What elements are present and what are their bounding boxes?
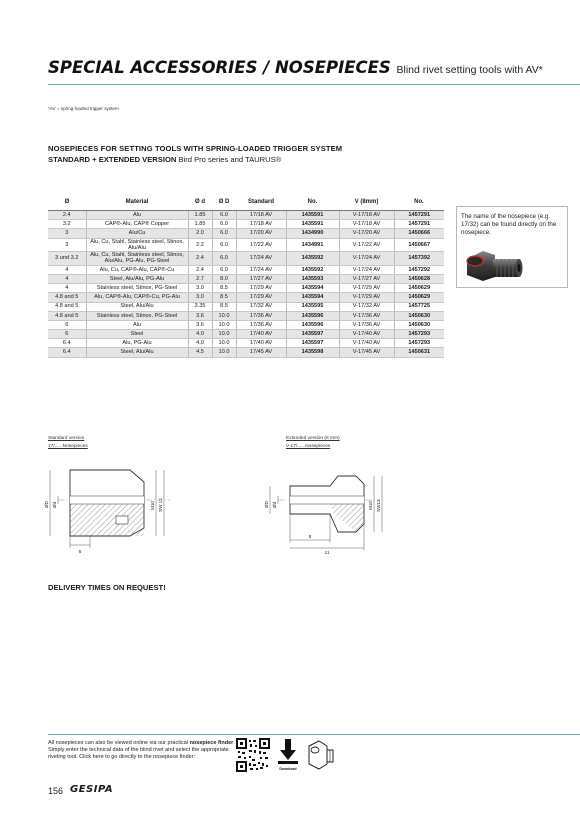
ext-dim-11: 11 [324,550,330,555]
table-body [48,211,444,358]
table-cell: 1435596 [286,320,339,329]
table-cell: 17/36 AV [236,311,286,320]
download-label: Download [279,767,297,771]
header-D: Ø D [212,193,236,211]
bottom-divider [48,734,580,735]
table-row [48,284,444,293]
table-row [48,320,444,329]
table-cell: Alu, PG-Alu [86,339,188,348]
header-no-ext: No. [394,193,444,211]
table-cell: 17/24 AV [236,265,286,274]
table-cell: 1435593 [286,274,339,283]
nosepiece-outline-icon [303,738,335,772]
table-cell: 17/45 AV [236,348,286,357]
table-cell: V-17/22 AV [339,238,394,252]
section-subtitle-normal: Bird Pro series and TAURUS® [178,155,282,164]
table-cell: 1435594 [286,284,339,293]
ext-dim-D: ØD [264,501,269,508]
std-dim-sw12: SW 12 [158,498,163,512]
table-cell: 1450628 [394,274,444,283]
table-cell: 3.0 [188,293,212,302]
table-cell: 3.2 [48,220,86,229]
table-cell: 1.85 [188,220,212,229]
table-cell: 1450629 [394,284,444,293]
table-row [48,220,444,229]
table-cell: 1435596 [286,311,339,320]
table-cell: 4.8 and 5 [48,311,86,320]
section-subtitle [48,155,281,164]
table-cell: V-17/36 AV [339,311,394,320]
nosepiece-photo [461,247,529,285]
table-row [48,330,444,339]
table-cell: Steel, Alu/Alu, PG-Alu [86,274,188,283]
table-cell: 1435595 [286,302,339,311]
table-cell: 17/22 AV [236,238,286,252]
std-dim-d: Ød [52,501,57,508]
gesipa-logo: GESIPA [70,784,114,795]
table-cell: 1435592 [286,265,339,274]
finder-link[interactable]: nosepiece finder [189,740,234,746]
table-cell: 1457725 [394,302,444,311]
table-cell: 1450631 [394,348,444,357]
table-cell: V-17/40 AV [339,339,394,348]
table-cell: 2.0 [188,229,212,238]
table-cell: 17/20 AV [236,229,286,238]
nosepiece-table [48,193,444,358]
table-cell: V-17/29 AV [339,293,394,302]
page-number: 156 [48,786,64,796]
table-cell: 8.0 [212,274,236,283]
header-divider [48,84,580,85]
table-cell: 3.0 [188,284,212,293]
table-cell: Alu, CAP®-Alu, CAP®-Cu, PG-Alu [86,293,188,302]
table-cell: 6.4 [48,348,86,357]
table-cell: 8.5 [212,302,236,311]
table-cell: 1435597 [286,330,339,339]
table-cell: 1457292 [394,265,444,274]
title-text: SPECIAL ACCESSORIES / NOSEPIECES [48,58,391,77]
table-header-row [48,193,444,211]
table-cell: 10.0 [212,311,236,320]
table-cell: 4.0 [188,330,212,339]
table-cell: 1434990 [286,229,339,238]
header-v8: V (8mm) [339,193,394,211]
header-standard: Standard [236,193,286,211]
table-cell: 1.85 [188,211,212,220]
table-cell: 10.0 [212,330,236,339]
table-cell: 2.4 [188,252,212,266]
table-cell: 4 [48,265,86,274]
footnote: *AV = spring-loaded trigger system [48,106,119,111]
table-cell: 6.0 [212,265,236,274]
table-cell: 17/29 AV [236,293,286,302]
table-cell: 17/18 AV [236,211,286,220]
table-cell: 1450629 [394,293,444,302]
table-cell: Alu/Cu [86,229,188,238]
table-cell: 1434991 [286,238,339,252]
std-dim-D: ØD [44,501,49,508]
page-subtitle: Blind rivet setting tools with AV* [396,64,543,76]
header-material: Material [86,193,188,211]
table-cell: 1435597 [286,339,339,348]
table-cell: Steel, Alu/Alu [86,348,188,357]
table-cell: 6 [48,330,86,339]
download-icon[interactable] [276,738,300,772]
table-cell: 4.8 and 5 [48,293,86,302]
table-cell: 4.5 [188,348,212,357]
table-cell: 1457392 [394,252,444,266]
ext-dim-m10: M10 [368,501,373,510]
table-cell: V-17/18 AV [339,220,394,229]
table-cell: 1457293 [394,330,444,339]
table-row [48,274,444,283]
table-cell: 1450666 [394,229,444,238]
table-cell: V-17/18 AV [339,211,394,220]
header-diameter: Ø [48,193,86,211]
table-cell: V-17/20 AV [339,229,394,238]
table-cell: 17/29 AV [236,284,286,293]
table-row [48,252,444,266]
table-cell: 17/27 AV [236,274,286,283]
table-cell: V-17/24 AV [339,252,394,266]
standard-version-label: Standard version [48,436,85,441]
table-row [48,211,444,220]
table-cell: 10.0 [212,348,236,357]
table-cell: 17/24 AV [236,252,286,266]
table-row [48,311,444,320]
table-cell: Alu, Cu, Stahl, Stainless steel, Stinox, Alu/Alu, PG-Alu, PG-Steel [86,252,188,266]
table-cell: 1450630 [394,320,444,329]
table-row [48,238,444,252]
delivery-notice: DELIVERY TIMES ON REQUEST! [48,583,166,592]
table-cell: 2.2 [188,238,212,252]
table-cell: V-17/40 AV [339,330,394,339]
table-cell: 4 [48,274,86,283]
table-cell: 3.6 [188,320,212,329]
table-cell: 2.4 [48,211,86,220]
table-cell: 1435592 [286,252,339,266]
table-cell: 17/40 AV [236,330,286,339]
table-row [48,265,444,274]
table-cell: 1435591 [286,220,339,229]
finder-text-1: All nosepieces can also be viewed online via our practical [48,740,190,746]
qr-code-icon[interactable] [236,738,270,772]
table-cell: 1435594 [286,293,339,302]
table-cell: 17/18 AV [236,220,286,229]
header-no: No. [286,193,339,211]
table-cell: Stainless steel, Stinox, PG-Steel [86,284,188,293]
table-cell: 1450667 [394,238,444,252]
table-cell: 1435598 [286,348,339,357]
extended-version-sub: V-17/......Nosepieces [286,444,331,449]
nosepiece-finder-text [48,740,236,762]
ext-dim-d: Ød [272,501,277,508]
table-cell: 1450630 [394,311,444,320]
table-cell: V-17/36 AV [339,320,394,329]
std-dim-length: 5 [78,549,82,554]
table-cell: 2.4 [188,265,212,274]
table-row [48,229,444,238]
table-cell: Alu, Cu, CAP®-Alu, CAP®-Cu [86,265,188,274]
table-cell: 17/36 AV [236,320,286,329]
section-title: NOSEPIECES FOR SETTING TOOLS WITH SPRING-LOADED TRIGGER SYSTEM [48,144,343,153]
table-row [48,348,444,357]
ext-dim-sw12: SW12 [376,499,381,512]
extended-drawing [260,456,400,556]
table-cell: 10.0 [212,339,236,348]
table-cell: V-17/29 AV [339,284,394,293]
table-cell: 6.0 [212,229,236,238]
table-cell: V-17/32 AV [339,302,394,311]
table-cell: 8.5 [212,293,236,302]
page-title [48,58,543,77]
table-cell: 4 [48,284,86,293]
table-cell: 1457291 [394,211,444,220]
table-cell: V-17/24 AV [339,265,394,274]
standard-version-sub: 17/......Nosepieces [48,444,88,449]
table-cell: 6 [48,320,86,329]
table-cell: 6.0 [212,220,236,229]
table-cell: 8.5 [212,284,236,293]
table-cell: 2.7 [188,274,212,283]
table-cell: 6.0 [212,252,236,266]
table-cell: 4.0 [188,339,212,348]
table-cell: 1457293 [394,339,444,348]
table-cell: 17/32 AV [236,302,286,311]
table-cell: 6.0 [212,211,236,220]
table-cell: 4.8 and 5 [48,302,86,311]
table-cell: Alu [86,211,188,220]
table-cell: 10.0 [212,320,236,329]
table-cell: Steel [86,330,188,339]
table-cell: CAP®-Alu, CAP® Copper [86,220,188,229]
finder-text-2: . Simply enter the technical data of the blind rivet and select the appropriate riveting tool. Click here to go directly to the nosepiece finder: [48,740,235,761]
table-cell: 6.0 [212,238,236,252]
extended-version-label: Extended version (8 mm) [286,436,340,441]
table-cell: 1435591 [286,211,339,220]
standard-drawing [40,456,200,556]
std-dim-m10: M10 [150,501,155,510]
table-cell: 17/40 AV [236,339,286,348]
table-cell: Steel, Alu/Alu [86,302,188,311]
ext-dim-8: 8 [308,534,312,539]
note-box [456,206,568,288]
table-cell: 1457291 [394,220,444,229]
table-cell: 3 und 3.2 [48,252,86,266]
header-d: Ø d [188,193,212,211]
table-cell: 3.6 [188,311,212,320]
table-cell: Stainless steel, Stinox, PG-Steel [86,311,188,320]
table-cell: 3.35 [188,302,212,311]
table-row [48,339,444,348]
note-text: The name of the nosepiece (e.g. 17/32) can be found directly on the nosepiece. [461,213,557,236]
table-cell: 6.4 [48,339,86,348]
table-cell: Alu [86,320,188,329]
table-cell: V-17/45 AV [339,348,394,357]
table-cell: 3 [48,238,86,252]
table-cell: V-17/27 AV [339,274,394,283]
table-row [48,293,444,302]
table-cell: 3 [48,229,86,238]
table-row [48,302,444,311]
table-cell: Alu, Cu, Stahl, Stainless steel, Stinox, Alu/Alu [86,238,188,252]
section-subtitle-bold: STANDARD + EXTENDED VERSION [48,155,177,164]
